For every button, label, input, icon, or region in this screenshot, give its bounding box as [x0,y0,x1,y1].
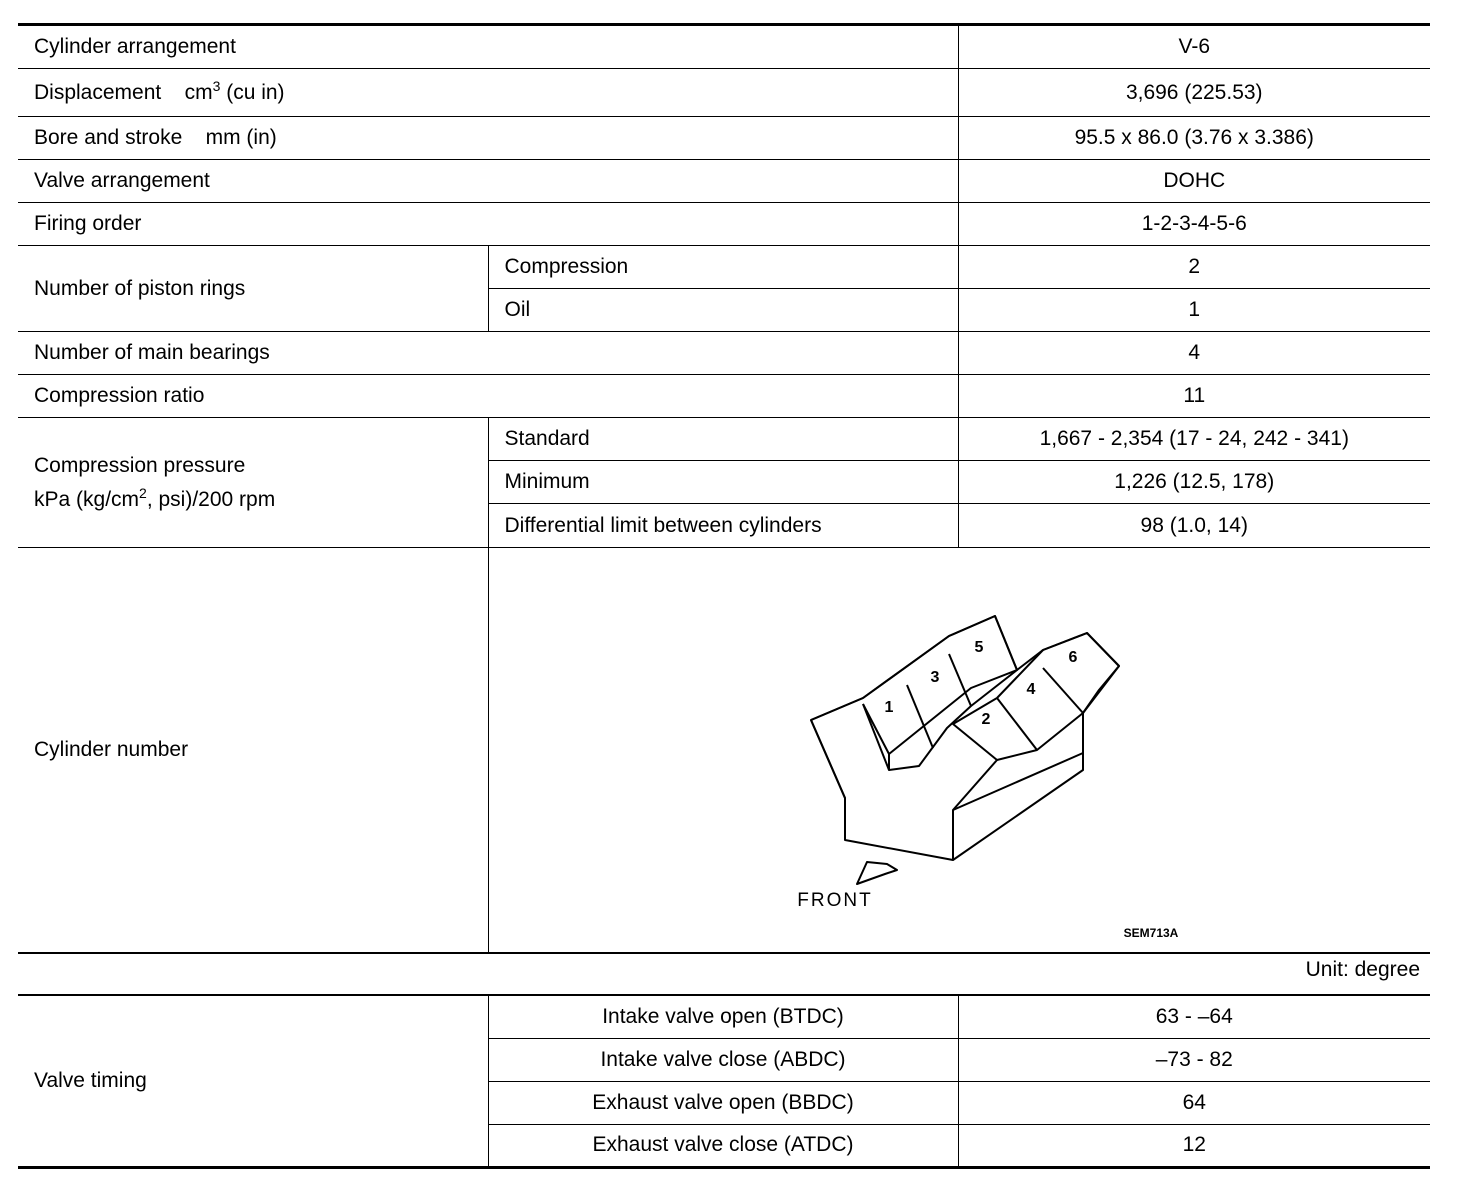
sub-label: Intake valve open (BTDC) [488,995,958,1038]
row-label: Compression ratio [18,375,958,418]
table-row [18,160,1430,203]
row-value: 95.5 x 86.0 (3.76 x 3.386) [958,117,1430,160]
row-value: 1,667 - 2,354 (17 - 24, 242 - 341) [958,418,1430,461]
table-row [18,418,1430,461]
table-row [18,69,1430,117]
left-divider-2 [949,654,971,706]
figure-code: SEM713A [1123,926,1178,940]
sub-label: Compression [488,246,958,289]
table-row [18,548,1430,954]
row-label [18,117,958,160]
cylinder-label-5: 5 [974,639,983,656]
row-label: Valve timing [18,995,488,1167]
displacement-label: Displacement [34,80,162,104]
row-label: Number of main bearings [18,332,958,375]
unit-sup: 2 [139,484,147,501]
row-value: 12 [958,1124,1430,1167]
cylinder-label-6: 6 [1068,649,1077,666]
row-value: 63 - –64 [958,995,1430,1038]
row-label [18,418,488,548]
compression-pressure-unit [34,484,472,512]
table-row [18,246,1430,289]
right-divider-1 [997,698,1037,750]
valve-timing-table [18,994,1430,1169]
row-value: 98 (1.0, 14) [958,504,1430,548]
cylinder-diagram-cell [488,548,1430,954]
row-value: –73 - 82 [958,1038,1430,1081]
row-value: 1 [958,289,1430,332]
row-value: 2 [958,246,1430,289]
engine-spec-table [18,23,1430,954]
unit-note: Unit: degree [1305,958,1420,981]
sub-label: Standard [488,418,958,461]
row-label: Firing order [18,203,958,246]
displacement-unit-post: (cu in) [220,80,285,104]
table-row [18,995,1430,1038]
front-label: FRONT [796,890,873,911]
table-row [18,375,1430,418]
left-bank-top [811,616,1017,754]
cylinder-label-4: 4 [1026,681,1035,698]
displacement-unit: cm [184,80,213,104]
row-label: Number of piston rings [18,246,488,332]
displacement-unit-sup: 3 [212,77,221,94]
sub-label: Intake valve close (ABDC) [488,1038,958,1081]
cylinder-label-2: 2 [981,711,990,728]
row-value: 11 [958,375,1430,418]
cylinder-label-1: 1 [884,699,893,716]
row-label [18,69,958,117]
row-value: DOHC [958,160,1430,203]
table-row [18,117,1430,160]
compression-pressure-label: Compression pressure [34,453,246,477]
sub-label: Exhaust valve close (ATDC) [488,1124,958,1167]
sub-label: Differential limit between cylinders [488,504,958,548]
left-divider-1 [907,685,933,748]
row-value: 1-2-3-4-5-6 [958,203,1430,246]
cylinder-layout-diagram [489,548,1429,952]
table-row [18,203,1430,246]
bore-stroke-label: Bore and stroke [34,126,183,149]
table-row [18,25,1430,69]
sub-label: Oil [488,289,958,332]
left-bank-side [863,670,1017,770]
row-value: V-6 [958,25,1430,69]
left-outer-slope [811,720,845,798]
row-value: 1,226 (12.5, 178) [958,461,1430,504]
bore-stroke-unit: mm (in) [205,126,277,149]
right-divider-2 [1043,668,1083,713]
row-label: Valve arrangement [18,160,958,203]
cylinder-label-3: 3 [930,669,939,686]
right-bank-crease [953,753,1083,810]
row-value: 64 [958,1081,1430,1124]
row-value: 4 [958,332,1430,375]
table-row [18,332,1430,375]
front-arrow-icon [857,862,897,884]
row-label: Cylinder arrangement [18,25,958,69]
row-label: Cylinder number [18,548,488,954]
unit-pre: kPa (kg/cm [34,487,140,511]
unit-post: , psi)/200 rpm [146,487,276,511]
sub-label: Minimum [488,461,958,504]
row-value: 3,696 (225.53) [958,69,1430,117]
sub-label: Exhaust valve open (BBDC) [488,1081,958,1124]
